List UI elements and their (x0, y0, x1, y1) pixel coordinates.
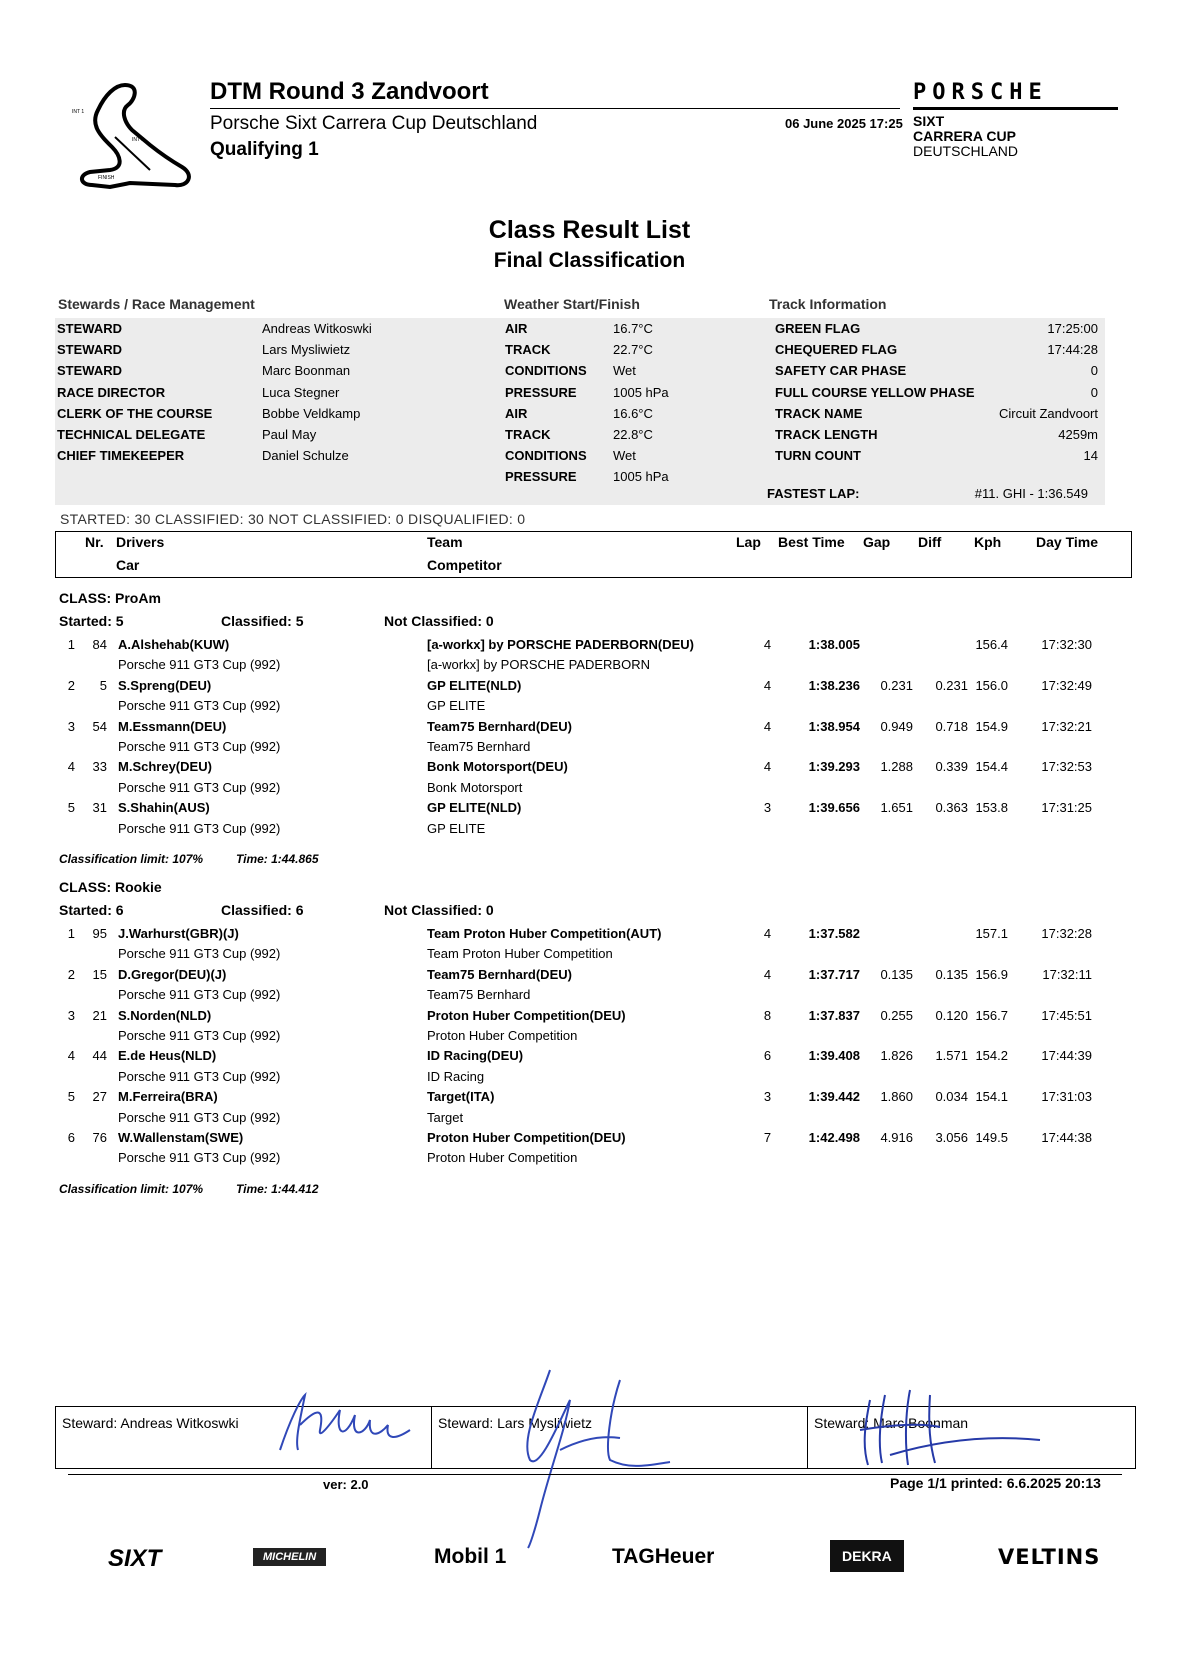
result-driver: M.Essmann(DEU) (118, 718, 227, 734)
result-competitor: Proton Huber Competition (427, 1150, 578, 1166)
result-position: 5 (67, 1089, 75, 1105)
track-value: 0 (1090, 363, 1098, 379)
signature-label: Steward: Marc Boonman (814, 1415, 969, 1431)
sponsor-logo-mobil1: Mobil 1 (434, 1545, 507, 1568)
result-diff: 0.231 (935, 677, 968, 693)
result-team: Team Proton Huber Competition(AUT) (427, 926, 662, 941)
result-position: 6 (67, 1130, 75, 1145)
result-position: 4 (67, 1048, 75, 1064)
track-heading: Track Information (769, 296, 887, 312)
classification-limit-time: Time: 1:44.412 (236, 1182, 319, 1196)
result-day-time: 17:31:25 (1041, 800, 1092, 816)
col-nr: Nr. (85, 534, 104, 550)
result-car-number: 33 (92, 759, 107, 775)
fastest-lap-label: FASTEST LAP: (767, 486, 860, 501)
result-car-number: 54 (92, 718, 107, 734)
document-title: Class Result List (488, 216, 691, 244)
result-day-time: 17:32:21 (1041, 718, 1092, 734)
col-diff: Diff (918, 534, 942, 550)
steward-role: CLERK OF THE COURSE (57, 405, 213, 421)
handwritten-signature (850, 1385, 1050, 1470)
result-team: GP ELITE(NLD) (427, 677, 522, 693)
column-header (55, 531, 1132, 578)
result-gap: 0.255 (880, 1007, 913, 1023)
result-car-number: 44 (92, 1048, 107, 1064)
result-team: Team75 Bernhard(DEU) (427, 966, 572, 982)
track-value: 0 (1090, 384, 1098, 400)
col-competitor: Competitor (427, 557, 502, 573)
class-started: Started: 6 (59, 902, 124, 918)
result-car: Porsche 911 GT3 Cup (992) (118, 779, 281, 795)
result-kph: 156.7 (975, 1007, 1008, 1023)
result-gap: 1.826 (880, 1048, 913, 1064)
result-best-time: 1:42.498 (808, 1130, 860, 1145)
result-laps: 4 (763, 966, 772, 982)
result-diff: 1.571 (935, 1048, 968, 1064)
result-car: Porsche 911 GT3 Cup (992) (118, 1109, 281, 1125)
result-car: Porsche 911 GT3 Cup (992) (118, 1150, 281, 1166)
steward-role: TECHNICAL DELEGATE (57, 427, 206, 442)
track-map-label: INT 1 (72, 109, 85, 115)
event-title: DTM Round 3 Zandvoort (210, 78, 489, 105)
result-diff: 0.363 (935, 800, 968, 816)
result-competitor: Bonk Motorsport (427, 779, 523, 795)
track-label: FULL COURSE YELLOW PHASE (775, 384, 975, 400)
weather-label: TRACK (505, 342, 551, 358)
result-car-number: 76 (92, 1130, 107, 1145)
handwritten-signature (270, 1380, 420, 1460)
result-competitor: GP ELITE (427, 820, 486, 836)
result-day-time: 17:32:30 (1041, 637, 1092, 652)
steward-name: Luca Stegner (262, 384, 340, 400)
result-gap: 0.949 (880, 718, 913, 734)
printed-info: Page 1/1 printed: 6.6.2025 20:13 (890, 1475, 1101, 1491)
result-team: GP ELITE(NLD) (427, 800, 522, 816)
weather-label: AIR (505, 321, 528, 336)
result-team: Bonk Motorsport(DEU) (427, 759, 568, 775)
signature-label: Steward: Lars Mysliwietz (438, 1415, 593, 1431)
result-gap: 1.651 (880, 800, 913, 816)
result-driver: A.Alshehab(KUW) (118, 637, 230, 652)
result-best-time: 1:39.408 (808, 1048, 860, 1064)
class-started: Started: 5 (59, 613, 124, 629)
weather-value: 16.7°C (613, 321, 653, 336)
result-laps: 4 (763, 926, 772, 941)
weather-label: PRESSURE (505, 469, 577, 485)
result-team: Proton Huber Competition(DEU) (427, 1130, 626, 1145)
steward-name: Daniel Schulze (262, 448, 349, 464)
result-laps: 6 (763, 1048, 772, 1064)
result-kph: 154.4 (975, 759, 1008, 775)
track-label: SAFETY CAR PHASE (775, 363, 907, 379)
result-car: Porsche 911 GT3 Cup (992) (118, 946, 281, 962)
class-not-classified: Not Classified: 0 (384, 613, 494, 629)
result-team: Proton Huber Competition(DEU) (427, 1007, 626, 1023)
weather-value: Wet (613, 448, 636, 464)
class-not-classified: Not Classified: 0 (384, 902, 494, 918)
series-name: Porsche Sixt Carrera Cup Deutschland (210, 113, 538, 134)
result-car-number: 95 (92, 926, 107, 941)
weather-heading: Weather Start/Finish (504, 296, 640, 312)
result-diff: 0.135 (935, 966, 968, 982)
steward-role: STEWARD (57, 363, 122, 379)
result-driver: M.Schrey(DEU) (118, 759, 212, 775)
result-kph: 154.1 (975, 1089, 1008, 1105)
document-subtitle: Final Classification (493, 249, 686, 272)
result-best-time: 1:37.717 (808, 966, 860, 982)
result-car: Porsche 911 GT3 Cup (992) (118, 1068, 281, 1084)
weather-label: AIR (505, 405, 528, 421)
result-car: Porsche 911 GT3 Cup (992) (118, 1028, 281, 1043)
result-laps: 4 (763, 718, 772, 734)
result-laps: 8 (763, 1007, 772, 1023)
result-gap: 0.231 (880, 677, 913, 693)
weather-label: CONDITIONS (505, 448, 587, 464)
classification-limit: Classification limit: 107% (59, 1182, 204, 1196)
weather-value: 22.7°C (613, 342, 653, 358)
weather-label: PRESSURE (505, 384, 577, 400)
steward-role: CHIEF TIMEKEEPER (57, 448, 185, 464)
col-kph: Kph (974, 534, 1002, 550)
weather-value: 22.8°C (613, 427, 653, 442)
result-laps: 7 (763, 1130, 772, 1145)
result-best-time: 1:38.954 (808, 718, 860, 734)
result-car-number: 5 (99, 677, 107, 693)
result-position: 2 (67, 966, 75, 982)
result-competitor: ID Racing (427, 1068, 485, 1084)
result-competitor: Proton Huber Competition (427, 1028, 578, 1043)
track-value: 17:25:00 (1047, 321, 1098, 336)
result-kph: 156.9 (975, 966, 1008, 982)
sponsor-logo-veltins: VELTINS (998, 1545, 1101, 1569)
result-day-time: 17:32:28 (1041, 926, 1092, 941)
steward-role: STEWARD (57, 321, 122, 336)
brand-line: CARRERA CUP (913, 128, 1016, 144)
result-kph: 153.8 (975, 800, 1008, 816)
steward-name: Bobbe Veldkamp (262, 405, 361, 421)
session-name: Qualifying 1 (210, 139, 319, 160)
porsche-carrera-cup-logo (913, 80, 1118, 159)
result-car-number: 31 (92, 800, 107, 816)
result-gap: 4.916 (880, 1130, 913, 1145)
classification-limit-time: Time: 1:44.865 (236, 852, 319, 866)
result-kph: 149.5 (975, 1130, 1008, 1145)
result-laps: 3 (763, 800, 772, 816)
entry-counts: STARTED: 30 CLASSIFIED: 30 NOT CLASSIFIED: 0 DISQUALIFIED: 0 (60, 511, 526, 527)
weather-value: 1005 hPa (613, 469, 669, 485)
track-value: 4259m (1058, 427, 1098, 442)
handwritten-signature (470, 1360, 680, 1550)
col-team: Team (427, 534, 463, 550)
sponsor-logo-sixt: SIXT (108, 1545, 162, 1572)
class-classified: Classified: 5 (221, 613, 304, 629)
steward-name: Lars Mysliwietz (262, 342, 351, 358)
weather-label: CONDITIONS (505, 363, 587, 379)
result-kph: 156.0 (975, 677, 1008, 693)
track-value: 17:44:28 (1047, 342, 1098, 358)
result-best-time: 1:39.293 (808, 759, 860, 775)
result-day-time: 17:32:11 (1042, 966, 1092, 982)
result-team: [a-workx] by PORSCHE PADERBORN(DEU) (427, 637, 695, 652)
steward-name: Andreas Witkoswki (262, 321, 372, 336)
result-team: Team75 Bernhard(DEU) (427, 718, 572, 734)
result-driver: D.Gregor(DEU)(J) (118, 966, 227, 982)
track-label: TURN COUNT (775, 448, 861, 464)
col-drivers: Drivers (116, 534, 165, 550)
result-driver: S.Norden(NLD) (118, 1007, 212, 1023)
result-laps: 4 (763, 759, 772, 775)
result-laps: 3 (763, 1089, 772, 1105)
signature-label: Steward: Andreas Witkoswki (62, 1415, 239, 1431)
classification-limit: Classification limit: 107% (59, 852, 204, 866)
track-map-label: FINISH (98, 175, 115, 181)
sponsor-logo-dekra: DEKRA (830, 1540, 904, 1572)
result-car: Porsche 911 GT3 Cup (992) (118, 987, 281, 1003)
result-position: 1 (67, 637, 75, 652)
brand-line: DEUTSCHLAND (913, 143, 1019, 159)
class-title: CLASS: ProAm (59, 590, 161, 606)
result-gap: 1.860 (880, 1089, 913, 1105)
class-classified: Classified: 6 (221, 902, 304, 918)
result-car: Porsche 911 GT3 Cup (992) (118, 820, 281, 836)
track-label: TRACK NAME (775, 405, 863, 421)
result-diff: 0.718 (935, 718, 968, 734)
steward-role: STEWARD (57, 342, 122, 358)
result-team: ID Racing(DEU) (427, 1048, 524, 1064)
result-position: 3 (67, 1007, 75, 1023)
result-car-number: 84 (92, 637, 107, 652)
result-driver: E.de Heus(NLD) (118, 1048, 217, 1064)
result-competitor: Team75 Bernhard (427, 987, 531, 1003)
result-best-time: 1:37.582 (808, 926, 860, 941)
result-position: 5 (67, 800, 75, 816)
weather-label: TRACK (505, 427, 551, 442)
result-car-number: 27 (92, 1089, 107, 1105)
track-map-label: INT 2 (132, 137, 145, 143)
result-competitor: [a-workx] by PORSCHE PADERBORN (427, 657, 650, 673)
result-position: 4 (67, 759, 75, 775)
track-label: TRACK LENGTH (775, 427, 878, 442)
result-driver: J.Warhurst(GBR)(J) (118, 926, 239, 941)
result-day-time: 17:45:51 (1041, 1007, 1092, 1023)
result-kph: 154.9 (975, 718, 1008, 734)
result-driver: M.Ferreira(BRA) (118, 1089, 218, 1105)
result-best-time: 1:38.236 (808, 677, 860, 693)
track-label: GREEN FLAG (775, 321, 861, 336)
result-diff: 0.034 (935, 1089, 968, 1105)
fastest-lap-value: #11. GHI - 1:36.549 (974, 486, 1088, 501)
col-day-time: Day Time (1036, 534, 1098, 550)
result-gap: 0.135 (880, 966, 913, 982)
result-car: Porsche 911 GT3 Cup (992) (118, 698, 281, 714)
result-diff: 3.056 (935, 1130, 968, 1145)
result-best-time: 1:39.656 (808, 800, 860, 816)
result-driver: S.Spreng(DEU) (118, 677, 212, 693)
result-diff: 0.120 (935, 1007, 968, 1023)
result-car: Porsche 911 GT3 Cup (992) (118, 739, 281, 754)
track-value: Circuit Zandvoort (999, 405, 1098, 421)
col-lap: Lap (736, 534, 761, 550)
steward-name: Paul May (262, 427, 317, 442)
result-position: 2 (67, 677, 75, 693)
track-label: CHEQUERED FLAG (775, 342, 898, 358)
result-position: 1 (67, 926, 75, 941)
steward-name: Marc Boonman (262, 363, 351, 379)
result-laps: 4 (763, 637, 772, 652)
brand-bar (913, 107, 1118, 110)
result-driver: W.Wallenstam(SWE) (118, 1130, 244, 1145)
result-day-time: 17:31:03 (1041, 1089, 1092, 1105)
col-car: Car (116, 557, 140, 573)
result-diff: 0.339 (935, 759, 968, 775)
result-competitor: Team Proton Huber Competition (427, 946, 613, 962)
track-map-image (70, 75, 200, 200)
result-best-time: 1:39.442 (808, 1089, 860, 1105)
result-kph: 154.2 (975, 1048, 1008, 1064)
version-text: ver: 2.0 (323, 1477, 369, 1492)
weather-value: 16.6°C (613, 405, 653, 421)
result-car: Porsche 911 GT3 Cup (992) (118, 657, 281, 673)
result-driver: S.Shahin(AUS) (118, 800, 210, 816)
weather-value: Wet (613, 363, 636, 379)
stewards-heading: Stewards / Race Management (58, 296, 255, 312)
sponsor-logo-michelin: MICHELIN (253, 1548, 326, 1566)
class-title: CLASS: Rookie (59, 879, 162, 895)
result-team: Target(ITA) (427, 1089, 495, 1105)
col-gap: Gap (863, 534, 891, 550)
result-day-time: 17:32:49 (1041, 677, 1092, 693)
result-car-number: 21 (92, 1007, 107, 1023)
result-competitor: GP ELITE (427, 698, 486, 714)
result-position: 3 (67, 718, 75, 734)
result-kph: 157.1 (975, 926, 1008, 941)
session-datetime: 06 June 2025 17:25 (785, 116, 903, 131)
result-best-time: 1:37.837 (808, 1007, 860, 1023)
result-gap: 1.288 (880, 759, 913, 775)
result-day-time: 17:44:38 (1041, 1130, 1092, 1145)
steward-role: RACE DIRECTOR (57, 384, 166, 400)
result-car-number: 15 (92, 966, 107, 982)
brand-wordmark: PORSCHE (913, 80, 1048, 105)
result-laps: 4 (763, 677, 772, 693)
brand-line: SIXT (913, 113, 945, 129)
header-divider (210, 108, 900, 109)
track-value: 14 (1083, 448, 1098, 464)
result-competitor: Team75 Bernhard (427, 739, 531, 754)
result-kph: 156.4 (975, 637, 1008, 652)
weather-value: 1005 hPa (613, 384, 669, 400)
col-best-time: Best Time (778, 534, 845, 550)
result-competitor: Target (427, 1109, 464, 1125)
sponsor-logo-tagheuer: TAGHeuer (612, 1545, 715, 1568)
result-day-time: 17:32:53 (1041, 759, 1092, 775)
result-day-time: 17:44:39 (1041, 1048, 1092, 1064)
result-best-time: 1:38.005 (808, 637, 860, 652)
